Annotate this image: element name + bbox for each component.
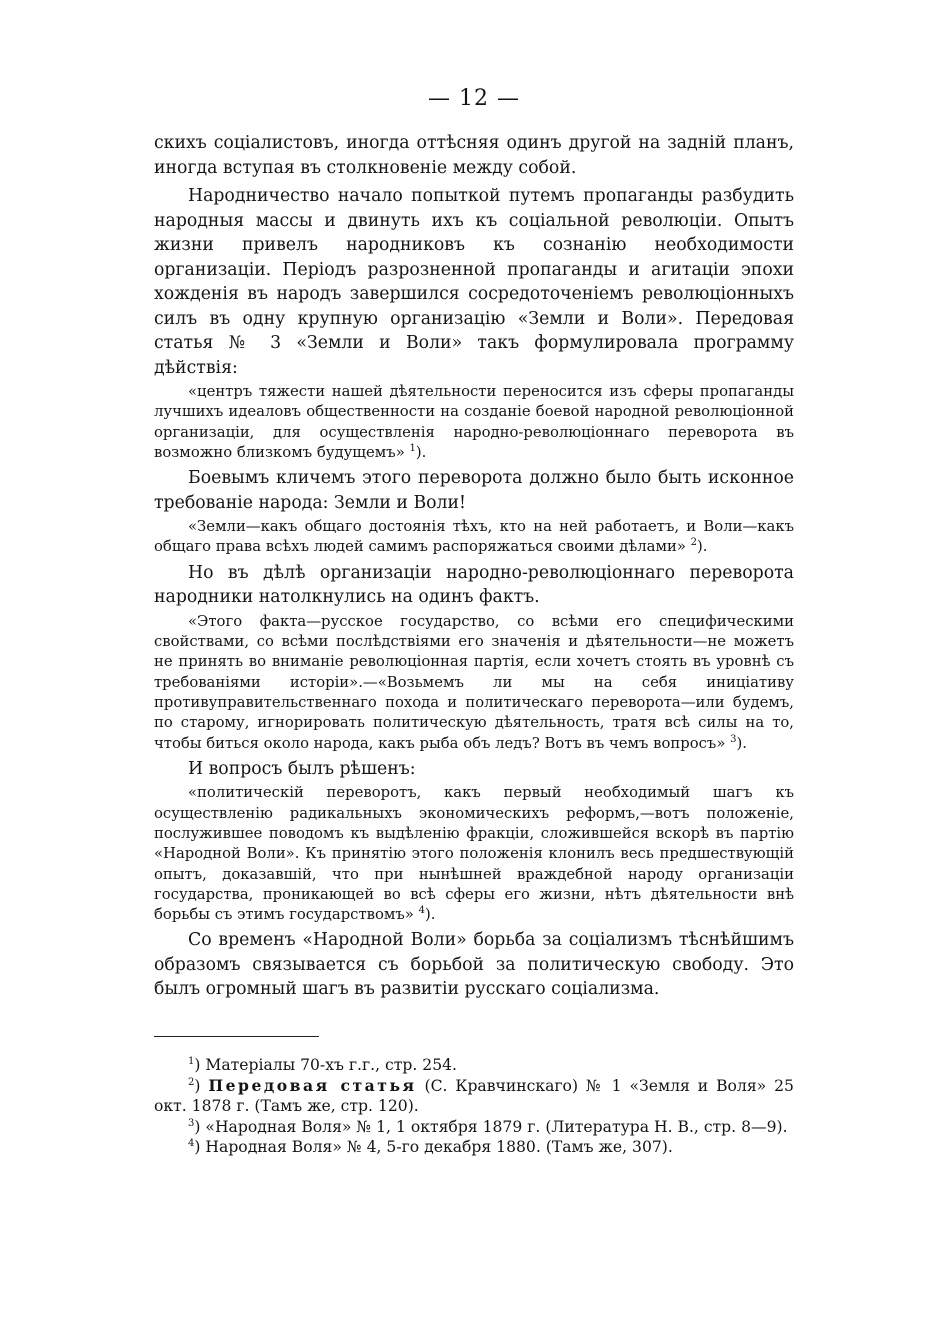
footnote-3: $^3$) «Народная Воля» № 1, 1 октября 1879 г. (Литература Н. В., стр. 8—9). (188, 1117, 788, 1136)
footnote-1-text: Матеріалы 70-хъ г.г., стр. 254. (205, 1055, 458, 1074)
paragraph-5: И вопросъ былъ рѣшенъ: (188, 758, 416, 779)
footnote-2-spaced: Передовая статья (208, 1075, 417, 1095)
paragraph-2: Народничество начало попыткой путемъ пропаганды разбудить народныя массы и двинуть ихъ къ соціальной революціи. Опытъ жизни привелъ народниковъ къ сознанію необходимости организаціи. Періодъ разрозненной пропаганды и агитаціи эпохи хожденія въ народъ завершился сосредоточеніемъ революціонныхъ силъ въ одну крупную организацію «Земли и Воли». Передовая статья № 3 «Земли и Воли» такъ формулировала программу дѣйствія: (154, 186, 794, 378)
footnote-3-mark: 3 (188, 1117, 195, 1129)
footnote-1: $^1$) Матеріалы 70-хъ г.г., стр. 254. (188, 1055, 458, 1074)
footnote-divider (154, 1036, 319, 1037)
quote-1 (154, 382, 794, 463)
paragraph-3: Боевымъ кличемъ этого переворота должно было быть исконное требованіе народа: Земли и Воли! (154, 468, 794, 513)
footnote-4: $^4$) Народная Воля» № 4, 5-го декабря 1880. (Тамъ же, 307). (188, 1138, 673, 1157)
note-ref-4: 4 (418, 905, 425, 917)
footnote-1-mark: 1 (188, 1055, 195, 1067)
quote-4-text: «политическій переворотъ, какъ первый необходимый шагъ къ осуществленію радикальныхъ экономическихъ реформъ,—вотъ положеніе, послужившее поводомъ къ выдѣленію фракціи, сложившейся вскорѣ въ партію «Народной Воли». Къ принятію этого положенія клонилъ весь предшествующій опытъ, доказавшій, что при нынѣшней враждебной народу организаціи государства, проникающей во всѣ сферы его жизни, нѣтъ дѣятельности внѣ борьбы съ этимъ государствомъ» (154, 784, 794, 924)
note-ref-1: 1 (409, 442, 416, 454)
note-close-4: ). (424, 906, 436, 924)
quote-3 (154, 612, 794, 754)
footnote-2-mark: 2 (188, 1076, 195, 1088)
paragraph-4: Но въ дѣлѣ организаціи народно-революціоннаго переворота народники натолкнулись на одинъ фактъ. (154, 562, 794, 608)
quote-2 (154, 517, 794, 558)
note-close-2: ). (697, 538, 708, 556)
quote-3-text: «Этого факта—русское государство, со всѣми его специфическими свойствами, со всѣми послѣдствіями его значенія и дѣятельности—не можетъ не принять во вниманіе революціонная партія, если хочетъ стоять въ уровнѣ съ требованіями исторіи».—«Возьмемъ ли мы на себя иниціативу противуправительственнаго похода и политическаго переворота—или будемъ, по старому, игнорировать политическую дѣятельность, тратя всѣ силы на то, чтобы биться около народа, какъ рыба объ ледъ? Вотъ въ чемъ вопросъ» (154, 612, 794, 752)
footnote-4-mark: 4 (188, 1138, 195, 1150)
footnote-2: $^2$) Передовая статья (С. Кравчинскаго) № 1 «Земля и Воля» 25 окт. 1878 г. (Тамъ же, стр. 120). (154, 1075, 794, 1116)
page-body (154, 86, 794, 1158)
quote-1-text: «центръ тяжести нашей дѣятельности переносится изъ сферы пропаганды лучшихъ идеаловъ общественности на созданіе боевой народной революціонной организаціи, для осуществленія народно-революціоннаго переворота въ возможно близкомъ будущемъ» (154, 383, 794, 461)
quote-2-text: «Земли—какъ общаго достоянія тѣхъ, кто на ней работаетъ, и Воли—какъ общаго права всѣхъ людей самимъ распоряжаться своими дѣлами» (154, 518, 794, 556)
page-number: — 12 — (428, 86, 520, 111)
paragraph-1: скихъ соціалистовъ, иногда оттѣсняя одинъ другой на задній планъ, иногда вступая въ столкновеніе между собой. (154, 133, 794, 178)
footnote-4-text: Народная Воля» № 4, 5-го декабря 1880. (Тамъ же, 307). (205, 1138, 673, 1157)
note-close-1: ). (415, 443, 427, 461)
note-ref-3: 3 (730, 733, 737, 745)
paragraph-6: Со временъ «Народной Воли» борьба за соціализмъ тѣснѣйшимъ образомъ связывается съ борьбой за политическую свободу. Это былъ огромный шагъ въ развитіи русскаго соціализма. (154, 930, 794, 1000)
quote-4 (154, 783, 794, 925)
footnote-3-text: «Народная Воля» № 1, 1 октября 1879 г. (Литература Н. В., стр. 8—9). (205, 1117, 788, 1136)
note-ref-2: 2 (690, 537, 697, 549)
note-close-3: ). (736, 734, 747, 752)
footnote-2-text: (С. Кравчинскаго) № 1 «Земля и Воля» 25 окт. 1878 г. (Тамъ же, стр. 120). (154, 1076, 794, 1116)
